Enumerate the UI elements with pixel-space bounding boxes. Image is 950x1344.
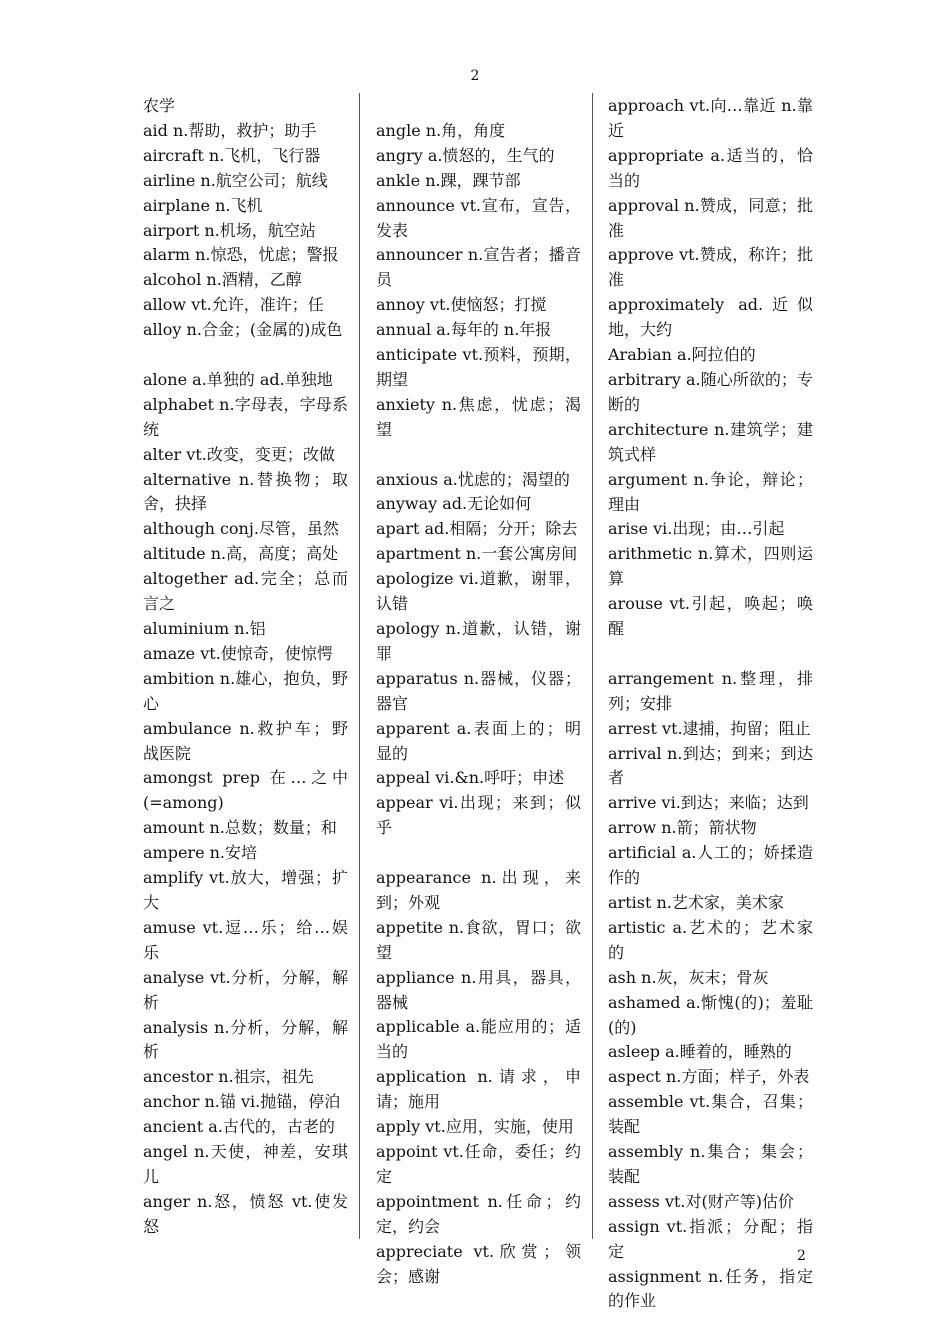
- column-1: [143, 94, 348, 1240]
- vocab-entry: appear vi.出现；来到；似乎: [376, 793, 581, 838]
- vocab-entry: assembly n.集合；集会；装配: [608, 1142, 813, 1186]
- vocab-entry: architecture n.建筑学；建筑式样: [608, 419, 813, 464]
- vocab-entry: apparent a.表面上的；明显的: [376, 718, 581, 763]
- vocab-entry: airline n.航空公司；航线: [143, 170, 328, 190]
- vocab-entry: alone a.单独的 ad.单独地: [143, 369, 333, 389]
- vocab-entry: analysis n.分析，分解，解析: [143, 1017, 348, 1062]
- column-divider-2: [592, 93, 593, 1239]
- vocab-entry: arrangement n.整理，排列；安排: [608, 668, 813, 713]
- vocab-entry: appointment n.任命；约定，约会: [376, 1191, 581, 1236]
- vocab-entry: arouse vt.引起，唤起；唤醒: [608, 594, 813, 639]
- vocab-entry: approach vt.向…靠近 n.靠近: [608, 96, 813, 140]
- vocab-entry: anxious a.忧虑的；渴望的: [376, 469, 570, 489]
- vocab-entry: alarm n.惊恐，忧虑；警报: [143, 245, 339, 265]
- vocab-entry: Arabian a.阿拉伯的: [608, 345, 756, 365]
- vocab-entry: alter vt.改变，变更；改做: [143, 444, 335, 464]
- vocab-entry: ambulance n.救护车；野战医院: [143, 718, 348, 763]
- vocab-entry: ancient a.古代的，古老的: [143, 1117, 335, 1137]
- vocab-entry: [376, 443, 581, 468]
- vocab-entry: angel n.天使，神差，安琪儿: [143, 1142, 348, 1186]
- vocab-entry: assignment n.任务，指定的作业: [608, 1266, 813, 1311]
- page-number-top: 2: [470, 68, 480, 84]
- vocab-entry: anxiety n.焦虑，忧虑；渴望: [376, 394, 581, 439]
- vocab-entry: ambition n.雄心，抱负，野心: [143, 668, 348, 713]
- vocab-entry: apologize vi.道歉，谢罪，认错: [376, 569, 581, 614]
- vocab-entry: appetite n.食欲，胃口；欲望: [376, 917, 581, 962]
- vocab-entry: analyse vt.分析，分解，解析: [143, 967, 348, 1012]
- vocab-entry: appeal vi.&n.呼吁；申述: [376, 768, 565, 788]
- vocab-entry: approximately ad.近似地，大约: [608, 295, 813, 340]
- vocab-entry: allow vt.允许，准许；任: [143, 295, 324, 315]
- vocab-entry: apology n.道歉，认错，谢罪: [376, 619, 581, 663]
- vocab-entry: amplify vt.放大，增强；扩大: [143, 868, 348, 912]
- vocab-entry: asleep a.睡着的，睡熟的: [608, 1042, 792, 1062]
- vocab-entry: arithmetic n.算术，四则运算: [608, 544, 813, 589]
- vocab-entry: argument n.争论，辩论；理由: [608, 469, 813, 514]
- vocab-entry: appliance n.用具，器具，器械: [376, 967, 581, 1012]
- vocab-entry: although conj.尽管，虽然: [143, 519, 339, 539]
- vocab-entry: [143, 343, 348, 368]
- vocab-entry: aid n.帮助，救护；助手: [143, 120, 317, 140]
- column-3: [608, 94, 813, 1314]
- vocab-entry: aspect n.方面；样子，外表: [608, 1067, 810, 1087]
- vocab-entry: amaze vt.使惊奇，使惊愕: [143, 643, 333, 663]
- vocab-entry: ancestor n.祖宗，祖先: [143, 1067, 314, 1087]
- vocab-entry: arbitrary a.随心所欲的；专断的: [608, 369, 813, 414]
- vocab-entry: angry a.愤怒的，生气的: [376, 145, 555, 165]
- vocab-entry: apartment n.一套公寓房间: [376, 544, 578, 564]
- vocab-entry: anchor n.锚 vi.抛锚，停泊: [143, 1092, 341, 1112]
- vocab-entry: applicable a.能应用的；适当的: [376, 1017, 581, 1062]
- vocab-entry: altitude n.高，高度；高处: [143, 544, 339, 564]
- vocab-entry: arrest vt.逮捕，拘留；阻止: [608, 718, 811, 738]
- vocab-entry: alternative n.替换物；取舍，抉择: [143, 469, 348, 514]
- vocab-entry: ashamed a.惭愧(的)；羞耻(的): [608, 992, 813, 1037]
- vocab-entry: ampere n.安培: [143, 843, 258, 863]
- vocab-entry: alphabet n.字母表，字母系统: [143, 394, 348, 439]
- vocab-entry: assess vt.对(财产等)估价: [608, 1191, 794, 1211]
- vocab-entry: ankle n.踝，踝节部: [376, 170, 521, 190]
- vocab-entry: aluminium n.铝: [143, 619, 266, 639]
- vocab-entry: artist n.艺术家，美术家: [608, 892, 784, 912]
- vocab-entry: anticipate vt.预料，预期，期望: [376, 345, 581, 389]
- vocab-entry: application n.请求，申请；施用: [376, 1067, 581, 1112]
- vocab-entry: airplane n.飞机: [143, 195, 263, 215]
- vocab-entry: ash n.灰，灰末；骨灰: [608, 967, 769, 987]
- vocab-entry: [376, 94, 581, 119]
- vocab-entry: [608, 642, 813, 667]
- vocab-entry: announcer n.宣告者；播音员: [376, 245, 581, 290]
- vocab-entry: assign vt.指派；分配；指定: [608, 1216, 813, 1261]
- vocab-entry: appropriate a.适当的，恰当的: [608, 145, 813, 190]
- vocab-entry: announce vt.宣布，宣告，发表: [376, 195, 581, 240]
- vocab-entry: assemble vt.集合，召集；装配: [608, 1092, 813, 1137]
- vocab-entry: altogether ad.完全；总而言之: [143, 569, 348, 614]
- vocab-entry: anger n.怒，愤怒 vt.使发怒: [143, 1191, 348, 1236]
- vocab-entry: airport n.机场，航空站: [143, 220, 316, 240]
- vocab-entry: amongst prep 在…之中(=among): [143, 768, 348, 813]
- vocab-entry: aircraft n.飞机，飞行器: [143, 145, 321, 165]
- vocab-entry: amuse vt.逗…乐；给…娱乐: [143, 917, 348, 962]
- vocab-entry: artificial a.人工的；娇揉造作的: [608, 843, 813, 888]
- vocab-entry: arrive vi.到达；来临；达到: [608, 793, 809, 813]
- vocab-entry: alcohol n.酒精，乙醇: [143, 270, 302, 290]
- vocab-entry: appoint vt.任命，委任；约定: [376, 1142, 581, 1186]
- vocab-entry: appreciate vt.欣赏；领会；感谢: [376, 1241, 581, 1286]
- vocab-entry: angle n.角，角度: [376, 120, 506, 140]
- vocab-entry: alloy n.合金；(金属的)成色: [143, 320, 343, 340]
- vocab-entry: [376, 841, 581, 866]
- vocab-entry: apart ad.相隔；分开；除去: [376, 519, 578, 539]
- column-2: [376, 94, 581, 1289]
- page-number-bottom: 2: [797, 1248, 806, 1264]
- vocab-entry: annual a.每年的 n.年报: [376, 320, 552, 340]
- vocab-entry: arise vi.出现；由…引起: [608, 519, 785, 539]
- vocab-entry: anyway ad.无论如何: [376, 494, 532, 514]
- column-divider-1: [359, 93, 360, 1239]
- vocab-entry: arrow n.箭；箭状物: [608, 818, 757, 838]
- vocab-entry: annoy vt.使恼怒；打搅: [376, 295, 547, 315]
- vocab-entry: arrival n.到达；到来；到达者: [608, 743, 813, 788]
- vocab-entry: 农学: [143, 96, 176, 115]
- vocab-entry: artistic a.艺术的；艺术家的: [608, 917, 813, 962]
- vocab-entry: apparatus n.器械，仪器；器官: [376, 668, 581, 713]
- vocab-entry: amount n.总数；数量；和: [143, 818, 337, 838]
- vocab-entry: appearance n.出现，来到；外观: [376, 868, 581, 912]
- vocab-entry: apply vt.应用，实施，使用: [376, 1117, 574, 1137]
- vocab-entry: approve vt.赞成，称许；批准: [608, 245, 813, 290]
- vocab-entry: approval n.赞成，同意；批准: [608, 195, 813, 240]
